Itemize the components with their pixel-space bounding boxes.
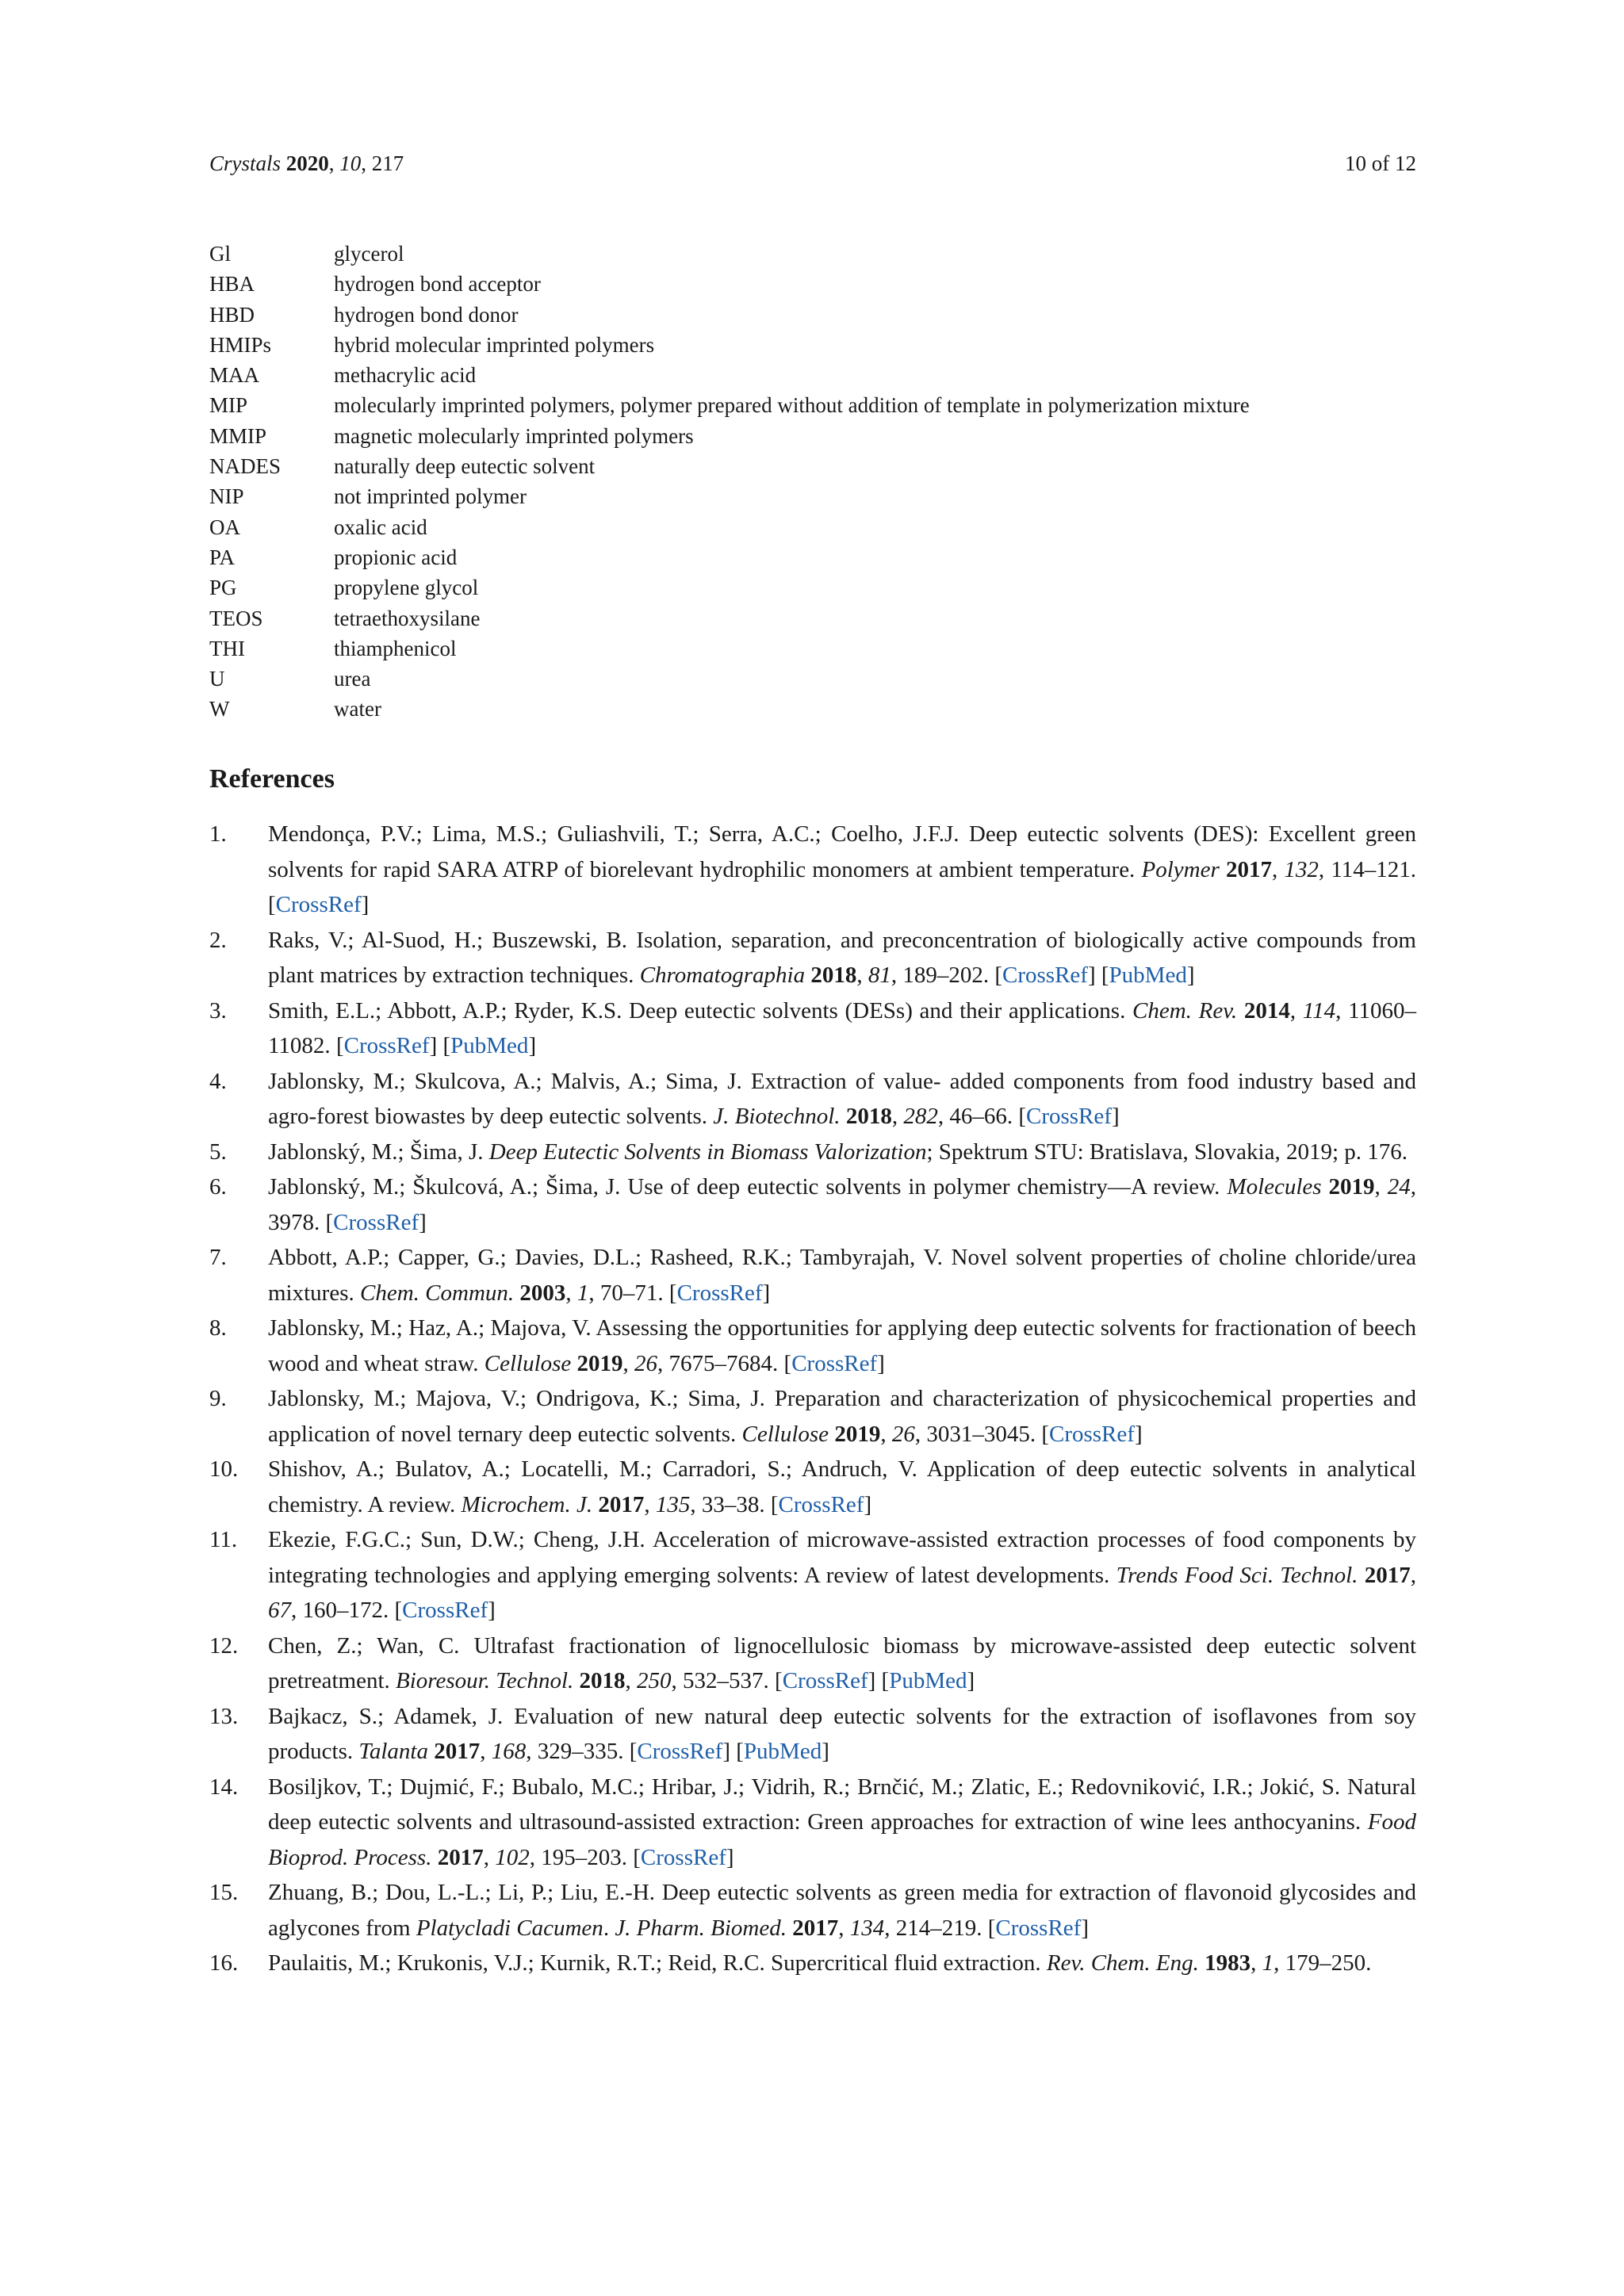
reference-volume: 1 (576, 1280, 589, 1306)
reference-item: 10. Shishov, A.; Bulatov, A.; Locatelli, M.; Carradori, S.; Andruch, V. Application of deep eutectic solvents in analytical chemistry. A review. Microchem. J. 2017, 135, 33–38. [CrossRef] (209, 1452, 1416, 1522)
reference-pages: 329–335. (537, 1739, 624, 1764)
reference-pages: 3031–3045. (926, 1421, 1036, 1447)
abbreviation-row (209, 512, 1416, 542)
reference-volume: 26 (634, 1350, 658, 1376)
article-number: 217 (371, 151, 404, 175)
abbreviation-term: OA (209, 515, 240, 539)
abbreviation-term: W (209, 697, 230, 721)
reference-volume: 135 (655, 1491, 691, 1517)
reference-text: Jablonský, M.; Škulcová, A.; Šima, J. Use of deep eutectic solvents in polymer chemistry—A review. (268, 1174, 1220, 1200)
abbreviation-term: Gl (209, 242, 231, 266)
crossref-link[interactable]: CrossRef (640, 1844, 726, 1870)
journal-year: 2020 (285, 151, 329, 175)
reference-text: Bajkacz, S.; Adamek, J. Evaluation of new natural deep eutectic solvents for the extraction of isoflavones from soy products. (268, 1703, 1416, 1764)
pubmed-link[interactable]: PubMed (1109, 962, 1187, 988)
reference-item: 7. Abbott, A.P.; Capper, G.; Davies, D.L.; Rasheed, R.K.; Tambyrajah, V. Novel solvent properties of choline chloride/urea mixtures. Chem. Commun. 2003, 1, 70–71. [CrossRef] (209, 1240, 1416, 1311)
abbreviation-row (209, 239, 1416, 269)
reference-item: 12. Chen, Z.; Wan, C. Ultrafast fractionation of lignocellulosic biomass by microwave-assisted deep eutectic solvent pretreatment. Bioresour. Technol. 2018, 250, 532–537. [CrossRef] [PubMed] (209, 1628, 1416, 1699)
reference-item: 16. Paulaitis, M.; Krukonis, V.J.; Kurnik, R.T.; Reid, R.C. Supercritical fluid extraction. Rev. Chem. Eng. 1983, 1, 179–250. (209, 1946, 1416, 1981)
abbreviation-term: NIP (209, 484, 244, 509)
reference-number: 12. (209, 1632, 239, 1659)
reference-text: Chen, Z.; Wan, C. Ultrafast fractionation of lignocellulosic biomass by microwave-assisted deep eutectic solvent pretreatment. (268, 1632, 1416, 1693)
reference-item: 6. Jablonský, M.; Škulcová, A.; Šima, J. Use of deep eutectic solvents in polymer chemistry—A review. Molecules 2019, 24, 3978. [CrossRef] (209, 1169, 1416, 1240)
reference-journal: Bioresour. Technol. (396, 1668, 574, 1693)
abbreviation-term: PG (209, 576, 237, 600)
abbreviation-term: MMIP (209, 423, 267, 448)
reference-number: 4. (209, 1068, 227, 1094)
crossref-link[interactable]: CrossRef (343, 1033, 430, 1058)
reference-year: 2017 (434, 1739, 481, 1764)
reference-volume: 282 (903, 1104, 938, 1129)
reference-text: Jablonský, M.; Šima, J. (268, 1138, 484, 1165)
reference-journal: J. Pharm. Biomed. (615, 1915, 787, 1941)
crossref-link[interactable]: CrossRef (995, 1915, 1082, 1941)
reference-text: Shishov, A.; Bulatov, A.; Locatelli, M.; Carradori, S.; Andruch, V. Application of deep eutectic solvents in analytical chemistry. A review. (268, 1456, 1416, 1517)
crossref-link[interactable]: CrossRef (782, 1668, 868, 1693)
journal-name: Crystals (209, 151, 282, 175)
reference-publisher: ; Spektrum STU: Bratislava, Slovakia, 2019; p. 176. (926, 1138, 1408, 1165)
crossref-link[interactable]: CrossRef (333, 1209, 419, 1235)
reference-pages: 33–38. (701, 1491, 765, 1517)
reference-volume: 24 (1387, 1174, 1411, 1200)
reference-text: Paulaitis, M.; Krukonis, V.J.; Kurnik, R.T.; Reid, R.C. Supercritical fluid extraction. (268, 1950, 1041, 1976)
reference-book-title: Deep Eutectic Solvents in Biomass Valorization (488, 1138, 927, 1165)
reference-journal: Chem. Rev. (1132, 997, 1238, 1024)
reference-number: 15. (209, 1880, 239, 1905)
abbreviation-row (209, 694, 1416, 724)
reference-pages: 11060–11082. (268, 997, 1417, 1058)
reference-text: Abbott, A.P.; Capper, G.; Davies, D.L.; Rasheed, R.K.; Tambyrajah, V. Novel solvent properties of choline chloride/urea mixtures. (268, 1245, 1416, 1306)
abbreviation-term: HMIPs (209, 332, 272, 357)
abbreviation-definition: naturally deep eutectic solvent (334, 454, 596, 479)
reference-text: Jablonsky, M.; Skulcova, A.; Malvis, A.; Sima, J. Extraction of value- added components from food industry based and agro-forest biowastes by deep eutectic solvents. (268, 1068, 1416, 1129)
reference-item: 9. Jablonsky, M.; Majova, V.; Ondrigova, K.; Sima, J. Preparation and characterization of physicochemical properties and application of novel ternary deep eutectic solvents. Cellulose 2019, 26, 3031–3045. [CrossRef] (209, 1381, 1416, 1452)
abbreviation-definition: molecularly imprinted polymers, polymer prepared without addition of template in polymerization mixture (334, 393, 1250, 418)
abbreviation-definition: propionic acid (334, 545, 458, 569)
reference-pages: 3978. (268, 1209, 320, 1235)
reference-item: 14. Bosiljkov, T.; Dujmić, F.; Bubalo, M.C.; Hribar, J.; Vidrih, R.; Brnčić, M.; Zlatic, E.; Redovniković, I.R.; Jokić, S. Natural deep eutectic solvents and ultrasound-assisted extraction: Green approaches for extraction of wine lees anthocyanins. Food Bioprod. Process. 2017, 102, 195–203. [CrossRef] (209, 1770, 1416, 1876)
reference-item: 3. Smith, E.L.; Abbott, A.P.; Ryder, K.S. Deep eutectic solvents (DESs) and their applications. Chem. Rev. 2014, 114, 11060–11082. [CrossRef] [PubMed] (209, 993, 1416, 1064)
reference-text: Raks, V.; Al-Suod, H.; Buszewski, B. Isolation, separation, and preconcentration of biologically active compounds from plant matrices by extraction techniques. (268, 927, 1416, 988)
reference-text: Mendonça, P.V.; Lima, M.S.; Guliashvili, T.; Serra, A.C.; Coelho, J.F.J. Deep eutectic solvents (DES): Excellent green solvents for rapid SARA ATRP of biorelevant hydrophilic monomers at ambient temperature. (268, 821, 1416, 882)
reference-journal: Food Bioprod. Process. (268, 1809, 1417, 1870)
abbreviation-row (209, 603, 1416, 633)
references-list (209, 817, 1416, 1981)
reference-pages: 160–172. (302, 1598, 389, 1623)
crossref-link[interactable]: CrossRef (637, 1739, 723, 1764)
references-heading: References (209, 764, 335, 794)
reference-year: 2017 (792, 1915, 839, 1941)
reference-number: 5. (209, 1138, 227, 1165)
reference-journal: Trends Food Sci. Technol. (1116, 1562, 1358, 1588)
reference-item: 15. Zhuang, B.; Dou, L.-L.; Li, P.; Liu, E.-H. Deep eutectic solvents as green media for extraction of flavonoid glycosides and aglycones from Platycladi Cacumen. J. Pharm. Biomed. 2017, 134, 214–219. [CrossRef] (209, 1875, 1416, 1946)
reference-volume: 134 (849, 1915, 885, 1941)
reference-volume: 67 (268, 1598, 291, 1623)
reference-volume: 132 (1284, 856, 1319, 882)
reference-journal: Rev. Chem. Eng. (1046, 1950, 1199, 1976)
reference-volume: 26 (891, 1421, 915, 1447)
reference-item: 13. Bajkacz, S.; Adamek, J. Evaluation of new natural deep eutectic solvents for the extraction of isoflavones from soy products. Talanta 2017, 168, 329–335. [CrossRef] [PubMed] (209, 1699, 1416, 1770)
abbreviation-row (209, 330, 1416, 360)
reference-year: 2017 (1225, 856, 1272, 882)
reference-number: 9. (209, 1386, 227, 1411)
reference-number: 10. (209, 1456, 239, 1482)
reference-year: 2018 (845, 1104, 892, 1129)
reference-text: Smith, E.L.; Abbott, A.P.; Ryder, K.S. Deep eutectic solvents (DESs) and their applications. (268, 997, 1126, 1024)
reference-pages: 179–250. (1285, 1950, 1372, 1976)
reference-number: 2. (209, 927, 227, 953)
abbreviation-definition: thiamphenicol (334, 636, 457, 660)
abbreviation-row (209, 572, 1416, 603)
reference-item (209, 1135, 1416, 1170)
reference-item: 4. Jablonsky, M.; Skulcova, A.; Malvis, A.; Sima, J. Extraction of value- added components from food industry based and agro-forest biowastes by deep eutectic solvents. J. Biotechnol. 2018, 282, 46–66. [CrossRef] (209, 1064, 1416, 1135)
reference-year: 2003 (519, 1280, 566, 1306)
running-head: Crystals 2020, 10, 217 (209, 151, 404, 175)
reference-year: 2017 (1364, 1562, 1411, 1588)
abbreviation-definition: hybrid molecular imprinted polymers (334, 332, 655, 357)
pubmed-link[interactable]: PubMed (743, 1739, 822, 1764)
abbreviation-definition: propylene glycol (334, 576, 479, 600)
crossref-link[interactable]: CrossRef (402, 1598, 488, 1623)
crossref-link[interactable]: CrossRef (1025, 1104, 1112, 1129)
reference-number: 7. (209, 1245, 227, 1270)
abbreviation-term: HBA (209, 272, 255, 297)
reference-item: 8. Jablonsky, M.; Haz, A.; Majova, V. Assessing the opportunities for applying deep eutectic solvents for fractionation of beech wood and wheat straw. Cellulose 2019, 26, 7675–7684. [CrossRef] (209, 1311, 1416, 1381)
pubmed-link[interactable]: PubMed (889, 1668, 967, 1693)
abbreviation-definition: methacrylic acid (334, 363, 477, 388)
reference-journal: J. Biotechnol. (713, 1104, 841, 1129)
reference-text: Zhuang, B.; Dou, L.-L.; Li, P.; Liu, E.-H. Deep eutectic solvents as green media for extraction of flavonoid glycosides and aglycones from (268, 1880, 1416, 1941)
reference-year: 2018 (579, 1668, 626, 1693)
reference-pages: 46–66. (949, 1104, 1013, 1129)
reference-journal: Microchem. J. (461, 1491, 593, 1517)
crossref-link[interactable]: CrossRef (275, 892, 362, 917)
reference-volume: 102 (495, 1844, 530, 1870)
reference-journal: Talanta (358, 1739, 428, 1764)
reference-year: 1983 (1205, 1950, 1251, 1976)
abbreviation-term: NADES (209, 454, 282, 479)
reference-pages: 214–219. (895, 1915, 982, 1941)
crossref-link[interactable]: CrossRef (1048, 1421, 1135, 1447)
reference-text: Jablonsky, M.; Majova, V.; Ondrigova, K.; Sima, J. Preparation and characterization of physicochemical properties and application of novel ternary deep eutectic solvents. (268, 1386, 1416, 1447)
reference-year: 2017 (437, 1844, 484, 1870)
pubmed-link[interactable]: PubMed (450, 1033, 529, 1058)
reference-year: 2018 (810, 962, 857, 988)
abbreviation-definition: oxalic acid (334, 515, 427, 539)
abbreviation-term: TEOS (209, 606, 263, 630)
reference-year: 2019 (1328, 1174, 1375, 1200)
abbreviation-row (209, 360, 1416, 390)
reference-pages: 7675–7684. (668, 1350, 779, 1376)
abbreviation-term: MAA (209, 363, 260, 388)
reference-volume: 81 (868, 962, 891, 988)
reference-journal: Chem. Commun. (360, 1280, 515, 1306)
abbreviation-row (209, 300, 1416, 330)
reference-journal: Molecules (1227, 1174, 1322, 1200)
reference-journal: Polymer (1141, 856, 1220, 882)
abbreviation-definition: hydrogen bond donor (334, 302, 519, 327)
reference-number: 3. (209, 997, 227, 1024)
reference-number: 11. (209, 1527, 238, 1552)
abbreviation-row (209, 390, 1416, 420)
reference-number: 13. (209, 1703, 239, 1729)
reference-year: 2014 (1243, 997, 1290, 1024)
abbreviation-definition: hydrogen bond acceptor (334, 272, 541, 297)
abbreviation-term: MIP (209, 393, 248, 418)
abbreviation-definition: water (334, 697, 381, 721)
reference-journal: Cellulose (741, 1421, 829, 1447)
page-number: 10 of 12 (1345, 151, 1416, 175)
reference-volume: 114 (1302, 997, 1336, 1024)
abbreviation-row (209, 542, 1416, 572)
journal-volume: 10 (339, 151, 362, 175)
reference-pages: 114–121. (1331, 856, 1416, 882)
abbreviation-row (209, 421, 1416, 451)
crossref-link[interactable]: CrossRef (1002, 962, 1088, 988)
crossref-link[interactable]: CrossRef (791, 1350, 878, 1376)
reference-item: 11. Ekezie, F.G.C.; Sun, D.W.; Cheng, J.H. Acceleration of microwave-assisted extraction processes of food components by integrating technologies and applying emerging solvents: A review of latest developments. Trends Food Sci. Technol. 2017, 67, 160–172. [CrossRef] (209, 1522, 1416, 1628)
reference-number: 8. (209, 1315, 227, 1341)
reference-pages: 189–202. (902, 962, 990, 988)
reference-text: Bosiljkov, T.; Dujmić, F.; Bubalo, M.C.; Hribar, J.; Vidrih, R.; Brnčić, M.; Zlatic, E.; Redovniković, I.R.; Jokić, S. Natural deep eutectic solvents and ultrasound-assisted extraction: Green approaches for extraction of wine lees anthocyanins. (268, 1774, 1416, 1835)
abbreviation-term: HBD (209, 302, 255, 327)
crossref-link[interactable]: CrossRef (676, 1280, 763, 1306)
reference-number: 1. (209, 821, 227, 847)
abbreviation-definition: tetraethoxysilane (334, 606, 481, 630)
abbreviation-term: U (209, 667, 225, 691)
reference-journal: Chromatographia (639, 962, 806, 988)
abbreviation-definition: urea (334, 667, 371, 691)
reference-volume: 168 (491, 1739, 527, 1764)
reference-species-name: Platycladi Cacumen (416, 1915, 603, 1941)
reference-number: 6. (209, 1174, 227, 1200)
abbreviation-row (209, 633, 1416, 664)
reference-number: 16. (209, 1950, 239, 1976)
abbreviation-term: PA (209, 545, 236, 569)
reference-year: 2017 (598, 1491, 645, 1517)
reference-volume: 1 (1262, 1950, 1274, 1976)
reference-punctuation: . (603, 1915, 610, 1941)
reference-item: 2. Raks, V.; Al-Suod, H.; Buszewski, B. Isolation, separation, and preconcentration of biologically active compounds from plant matrices by extraction techniques. Chromatographia 2018, 81, 189–202. [CrossRef] [PubMed] (209, 923, 1416, 993)
crossref-link[interactable]: CrossRef (778, 1491, 864, 1517)
abbreviation-row (209, 664, 1416, 694)
reference-pages: 195–203. (541, 1844, 627, 1870)
reference-year: 2019 (834, 1421, 881, 1447)
reference-item: 1. Mendonça, P.V.; Lima, M.S.; Guliashvili, T.; Serra, A.C.; Coelho, J.F.J. Deep eutectic solvents (DES): Excellent green solvents for rapid SARA ATRP of biorelevant hydrophilic monomers at ambient temperature. Polymer 2017, 132, 114–121. [CrossRef] (209, 817, 1416, 923)
reference-pages: 532–537. (683, 1668, 769, 1693)
reference-text: Jablonsky, M.; Haz, A.; Majova, V. Assessing the opportunities for applying deep eutectic solvents for fractionation of beech wood and wheat straw. (268, 1315, 1416, 1376)
abbreviation-row (209, 481, 1416, 511)
abbreviation-definition: magnetic molecularly imprinted polymers (334, 423, 694, 448)
reference-text: Ekezie, F.G.C.; Sun, D.W.; Cheng, J.H. Acceleration of microwave-assisted extraction processes of food components by integrating technologies and applying emerging solvents: A review of latest developments. (268, 1527, 1416, 1588)
abbreviations-list (209, 239, 1416, 725)
reference-journal: Cellulose (484, 1350, 572, 1376)
reference-number: 14. (209, 1774, 239, 1800)
abbreviation-row (209, 451, 1416, 481)
reference-year: 2019 (576, 1350, 623, 1376)
abbreviation-definition: not imprinted polymer (334, 484, 527, 509)
reference-volume: 250 (637, 1668, 672, 1693)
abbreviation-row (209, 269, 1416, 299)
abbreviation-definition: glycerol (334, 242, 404, 266)
abbreviation-term: THI (209, 636, 245, 660)
reference-pages: 70–71. (599, 1280, 664, 1306)
